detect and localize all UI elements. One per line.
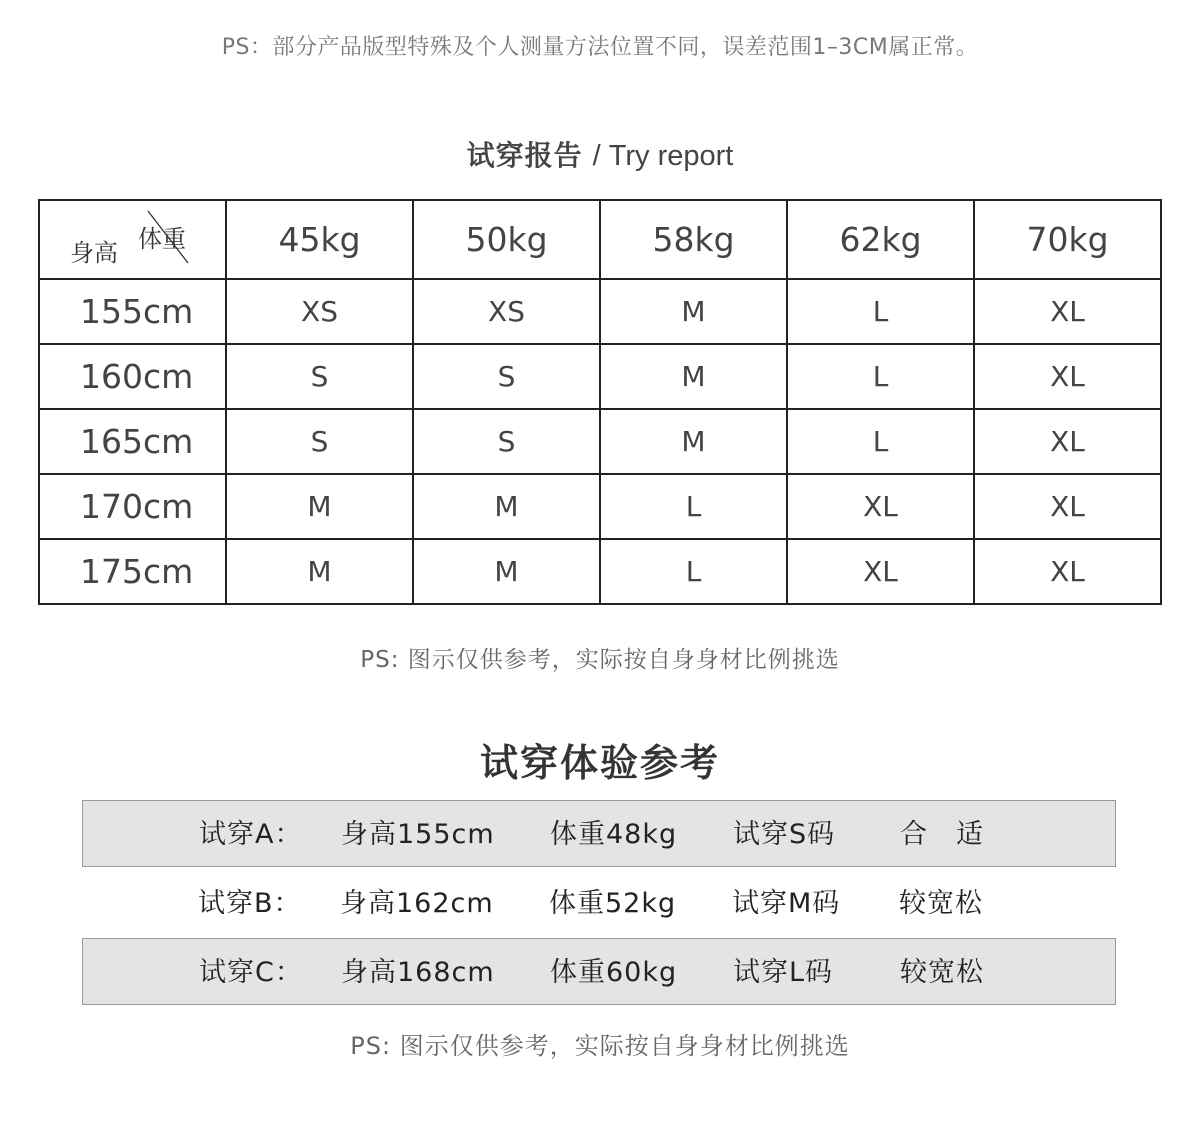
experience-row-c [82,938,1116,1005]
tester-weight: 体重60kg [550,957,678,988]
size-cell: L [787,409,974,474]
tester-fit: 较宽松 [899,888,983,919]
tester-size: 试穿S码 [733,819,836,850]
tester-name: 试穿A： [199,819,303,850]
height-cell: 155cm [39,279,226,344]
tester-height: 身高162cm [340,888,494,919]
tester-height: 身高155cm [341,819,495,850]
top-note: PS：部分产品版型特殊及个人测量方法位置不同，误差范围1–3CM属正常。 [221,35,979,60]
size-cell: XS [226,279,413,344]
corner-weight-label: 体重 [138,225,186,253]
height-cell: 170cm [39,474,226,539]
size-cell: M [413,539,600,604]
size-cell: M [413,474,600,539]
size-cell: M [226,474,413,539]
table-row [39,279,1161,344]
height-cell: 165cm [39,409,226,474]
table-row [39,344,1161,409]
report-title-en: / Try report [592,140,734,172]
size-cell: M [226,539,413,604]
size-cell: XL [974,344,1161,409]
tester-fit: 较宽松 [900,957,984,988]
weight-header: 62kg [787,200,974,279]
tester-fit: 合 适 [900,819,984,850]
size-cell: XL [787,474,974,539]
ps-note-size-table: PS: 图示仅供参考，实际按自身身材比例挑选 [360,647,840,673]
size-table [38,199,1162,605]
ps-note-experience: PS: 图示仅供参考，实际按自身身材比例挑选 [350,1032,850,1060]
size-cell: M [600,409,787,474]
weight-header: 70kg [974,200,1161,279]
corner-diagonal [40,201,227,278]
report-title-cn: 试穿报告 [466,139,583,172]
size-cell: L [787,279,974,344]
size-cell: L [787,344,974,409]
tester-name: 试穿C： [199,957,303,988]
height-cell: 175cm [39,539,226,604]
size-cell: S [226,409,413,474]
size-cell: XL [974,409,1161,474]
table-row [39,474,1161,539]
corner-height-label: 身高 [70,239,118,267]
size-cell: M [600,279,787,344]
table-header-row [39,200,1161,279]
corner-cell [39,200,226,279]
table-row [39,409,1161,474]
tester-size: 试穿M码 [732,888,841,919]
height-cell: 160cm [39,344,226,409]
size-cell: XL [974,474,1161,539]
size-cell: S [413,409,600,474]
size-cell: S [413,344,600,409]
tester-height: 身高168cm [341,957,495,988]
tester-weight: 体重52kg [549,888,677,919]
report-title [0,134,1200,174]
size-cell: L [600,539,787,604]
size-cell: XL [974,539,1161,604]
table-row [39,539,1161,604]
size-cell: M [600,344,787,409]
tester-weight: 体重48kg [550,819,678,850]
weight-header: 58kg [600,200,787,279]
size-cell: S [226,344,413,409]
tester-name: 试穿B： [198,888,302,919]
size-cell: XS [413,279,600,344]
tester-size: 试穿L码 [733,957,834,988]
experience-title: 试穿体验参考 [479,741,720,785]
weight-header: 50kg [413,200,600,279]
weight-header: 45kg [226,200,413,279]
size-cell: L [600,474,787,539]
size-cell: XL [974,279,1161,344]
experience-row-b [82,870,1116,937]
experience-row-a [82,800,1116,867]
size-cell: XL [787,539,974,604]
